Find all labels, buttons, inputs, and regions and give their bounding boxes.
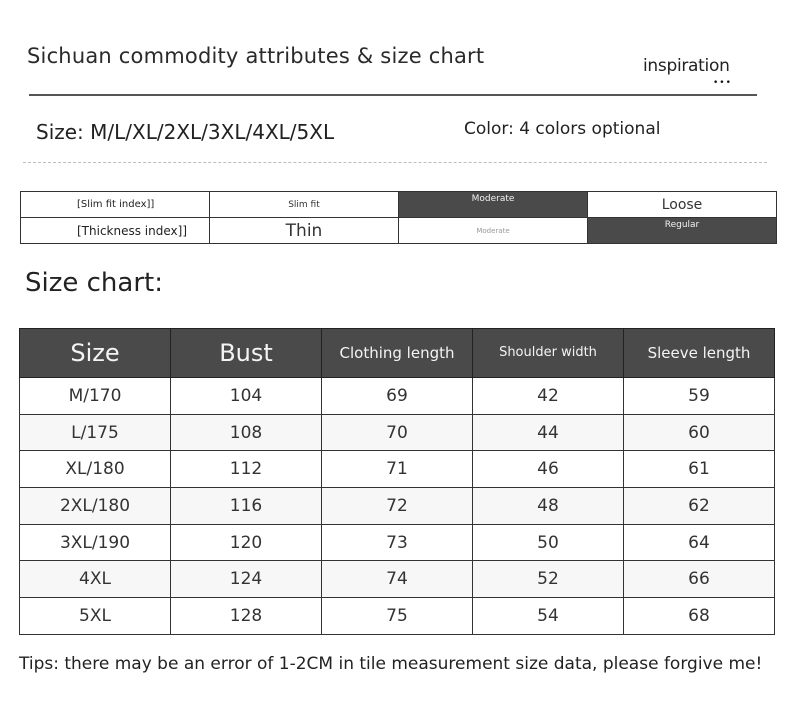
table-cell: 44: [473, 414, 624, 451]
table-row: [20, 524, 775, 561]
attribute-option-slim-fit: Slim fit: [210, 192, 399, 218]
column-header-bust: Bust: [171, 329, 322, 378]
table-cell: 70: [322, 414, 473, 451]
size-chart-title: Size chart:: [25, 268, 163, 298]
header-divider: [29, 94, 757, 96]
table-cell: 120: [171, 524, 322, 561]
table-cell: 72: [322, 488, 473, 525]
table-cell: XL/180: [20, 451, 171, 488]
table-cell: 112: [171, 451, 322, 488]
table-row: [20, 451, 775, 488]
attribute-option-loose: Loose: [588, 192, 777, 218]
table-cell: 54: [473, 598, 624, 635]
size-chart-body: [20, 378, 775, 635]
column-header-shoulder-width: Shoulder width: [473, 329, 624, 378]
attribute-row-thickness: [21, 218, 777, 244]
table-cell: 50: [473, 524, 624, 561]
attribute-option-moderate: Moderate: [399, 218, 588, 244]
table-row: [20, 598, 775, 635]
table-cell: 3XL/190: [20, 524, 171, 561]
table-cell: M/170: [20, 378, 171, 415]
table-row: [20, 414, 775, 451]
table-cell: 74: [322, 561, 473, 598]
attribute-label: [Thickness index]]: [21, 218, 210, 244]
table-cell: 104: [171, 378, 322, 415]
attribute-label: [Slim fit index]]: [21, 192, 210, 218]
table-cell: 69: [322, 378, 473, 415]
attribute-option-regular-selected: Regular: [588, 218, 777, 244]
table-cell: 61: [624, 451, 775, 488]
table-cell: 73: [322, 524, 473, 561]
size-info: Size: M/L/XL/2XL/3XL/4XL/5XL: [36, 120, 335, 144]
table-cell: 116: [171, 488, 322, 525]
column-header-size: Size: [20, 329, 171, 378]
attributes-table: [20, 191, 777, 244]
table-row: [20, 378, 775, 415]
table-cell: 2XL/180: [20, 488, 171, 525]
size-chart-table: [19, 328, 775, 635]
column-header-sleeve-length: Sleeve length: [624, 329, 775, 378]
table-cell: 5XL: [20, 598, 171, 635]
table-cell: 128: [171, 598, 322, 635]
table-cell: 68: [624, 598, 775, 635]
table-cell: 71: [322, 451, 473, 488]
brand-dots: •••: [713, 78, 732, 88]
table-cell: 124: [171, 561, 322, 598]
tips-note: Tips: there may be an error of 1-2CM in tile measurement size data, please forgive me!: [19, 654, 763, 674]
table-cell: 46: [473, 451, 624, 488]
attribute-row-slim-fit: [21, 192, 777, 218]
table-row: [20, 488, 775, 525]
color-info: Color: 4 colors optional: [464, 119, 661, 139]
column-header-clothing-length: Clothing length: [322, 329, 473, 378]
page-title: Sichuan commodity attributes & size chart: [27, 44, 485, 68]
table-cell: 4XL: [20, 561, 171, 598]
table-cell: L/175: [20, 414, 171, 451]
table-cell: 60: [624, 414, 775, 451]
attribute-option-moderate-selected: Moderate: [399, 192, 588, 218]
brand-logo: inspiration: [643, 56, 730, 76]
table-cell: 52: [473, 561, 624, 598]
table-cell: 42: [473, 378, 624, 415]
table-cell: 64: [624, 524, 775, 561]
table-cell: 75: [322, 598, 473, 635]
table-cell: 59: [624, 378, 775, 415]
attribute-option-thin: Thin: [210, 218, 399, 244]
table-cell: 62: [624, 488, 775, 525]
table-row: [20, 561, 775, 598]
table-cell: 108: [171, 414, 322, 451]
size-chart-header-row: [20, 329, 775, 378]
dashed-divider: [23, 162, 767, 163]
table-cell: 66: [624, 561, 775, 598]
table-cell: 48: [473, 488, 624, 525]
